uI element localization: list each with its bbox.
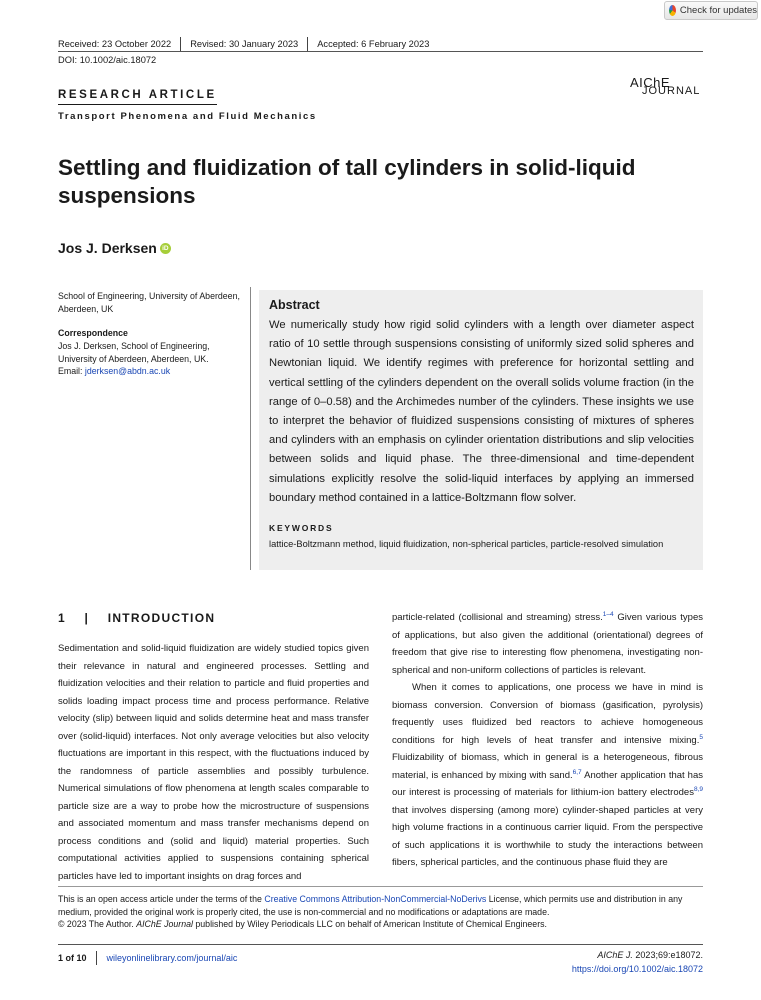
intro-text: particle-related (collisional and streaming) stress. bbox=[392, 612, 603, 623]
correspondence-block bbox=[58, 327, 246, 378]
header-rule bbox=[58, 51, 703, 52]
article-type: RESEARCH ARTICLE bbox=[58, 89, 217, 105]
intro-paragraph-1: Sedimentation and solid-liquid fluidization are widely studied topics given their relevance in natural and engineered processes. Settling and fluidization velocities and their relation to particle and fluid properties and solids loading impact process time and process performance. Relative velocity (slip) between liquid and solids determine heat and mass transfer over (solid-liquid) interfaces. Not only average velocities but also velocity fluctuations are important in this respect, with the fluctuations induced by the randomness of particle assemblies and possibly turbulence. Numerical simulations of flow phenomena at length scales comparable to particle size are a way to probe how the microstructure of suspensions and associated momentum and mass transfer mechanisms depend on process conditions and (solid and liquid) material properties. Such computational activities applied to suspensions containing spherical particles have led to important insights on drag forces and bbox=[58, 643, 369, 882]
received-date: Received: 23 October 2022 bbox=[58, 39, 172, 49]
citation-footer bbox=[572, 949, 703, 976]
keywords-text: lattice-Boltzmann method, liquid fluidization, non-spherical particles, particle-resolved simulation bbox=[269, 539, 664, 549]
intro-text: Another application that has our interest is processing of materials for lithium-ion battery electrodes bbox=[392, 769, 703, 798]
license-pre: This is an open access article under the terms of the bbox=[58, 894, 265, 904]
intro-text: Given various types of applications, but also given the additional (orientational) degrees of freedom that give rise to interesting flow phenomena, investigating non-spherical and non-uniform collections of particles is relevant. bbox=[392, 612, 703, 676]
citation-journal: AIChE J. bbox=[597, 950, 633, 960]
journal-url-link[interactable]: wileyonlinelibrary.com/journal/aic bbox=[106, 953, 238, 963]
license-rule bbox=[58, 886, 703, 887]
correspondence-text: Jos J. Derksen, School of Engineering, University of Aberdeen, Aberdeen, UK. bbox=[58, 340, 210, 364]
section-label: Transport Phenomena and Fluid Mechanics bbox=[58, 111, 317, 122]
copyright-text bbox=[58, 918, 703, 931]
license-text bbox=[58, 893, 703, 918]
keywords-heading: KEYWORDS bbox=[269, 523, 334, 533]
body-column-left bbox=[58, 640, 369, 885]
journal-logo bbox=[630, 75, 701, 97]
intro-text: When it comes to applications, one process we have in mind is biomass conversion. Conversion of biomass (gasification, pyrolysis) frequently uses fluidized bed reactors to achieve homogeneous conditions for high levels of heat transfer and intensive mixing. bbox=[392, 682, 703, 746]
affiliation: School of Engineering, University of Aberdeen, Aberdeen, UK bbox=[58, 291, 240, 314]
accepted-date: Accepted: 6 February 2023 bbox=[307, 37, 438, 51]
intro-text: Fluidizability of biomass, which in general is a heterogeneous, fibrous material, is enhanced by mixing with sand. bbox=[392, 752, 703, 781]
citation-ref[interactable]: 1–4 bbox=[602, 610, 614, 618]
doi-label: DOI: 10.1002/aic.18072 bbox=[58, 55, 157, 65]
doi-link[interactable]: https://doi.org/10.1002/aic.18072 bbox=[571, 963, 703, 974]
email-label: Email: bbox=[58, 366, 85, 377]
abstract-heading: Abstract bbox=[269, 298, 320, 312]
citation-ref[interactable]: 5 bbox=[699, 733, 703, 741]
article-dates bbox=[58, 37, 438, 51]
intro-text: that involves dispersing (among more) cylinder-shaped particles at very high volume fractions in a continuous carrier liquid. From the perspective of such applications it is worthwhile to study the interactions between fibers, spherical particles, and the continuous phase fluid they are bbox=[392, 804, 703, 868]
license-link[interactable]: Creative Commons Attribution-NonCommercial-NoDerivs bbox=[264, 894, 487, 904]
intro-paragraph-1-cont bbox=[392, 609, 703, 679]
article-title: Settling and fluidization of tall cylinders in solid-liquid suspensions bbox=[58, 155, 636, 208]
revised-date: Revised: 30 January 2023 bbox=[180, 37, 307, 51]
citation-ref[interactable]: 6,7 bbox=[572, 768, 582, 776]
correspondence-email-line bbox=[58, 365, 246, 378]
license-post: License, which permits use and distribution in any medium, provided the original work is properly cited, the use is non-commercial and no modifications or adaptations are made. bbox=[58, 894, 683, 917]
email-link[interactable]: jderksen@abdn.ac.uk bbox=[84, 366, 171, 377]
copyright-post: published by Wiley Periodicals LLC on behalf of American Institute of Chemical Engineers. bbox=[192, 919, 547, 930]
body-column-right bbox=[392, 609, 703, 872]
citation-line bbox=[572, 949, 703, 963]
check-for-updates-label: Check for updates bbox=[679, 5, 757, 16]
sidebar-divider bbox=[250, 287, 251, 570]
journal-logo-line2: JOURNAL bbox=[642, 85, 701, 97]
check-for-updates-button[interactable] bbox=[664, 1, 758, 20]
correspondence-heading: Correspondence bbox=[58, 328, 128, 338]
copyright-journal: AIChE Journal bbox=[136, 919, 193, 930]
author-line bbox=[58, 240, 171, 256]
journal-logo-line1: AIChE bbox=[630, 75, 671, 90]
citation-ref[interactable]: 8,9 bbox=[693, 785, 703, 793]
crossmark-icon bbox=[669, 5, 676, 16]
copyright-pre: © 2023 The Author. bbox=[58, 919, 137, 930]
intro-paragraph-2 bbox=[392, 679, 703, 872]
orcid-icon[interactable]: iD bbox=[160, 243, 171, 254]
footer-rule bbox=[58, 944, 703, 945]
license-block bbox=[58, 893, 703, 931]
citation-text: 2023;69:e18072. bbox=[632, 950, 703, 960]
introduction-heading: 1 | INTRODUCTION bbox=[58, 611, 216, 625]
author-name[interactable]: Jos J. Derksen bbox=[58, 240, 157, 256]
abstract-text: We numerically study how rigid solid cylinders with a length over diameter aspect ratio of 10 settle through suspensions consisting of uniformly sized solid spheres and Newtonian liquid. We identify regimes with preference for horizontal settling and vertical settling of the cylinders dependent on the overall solids volume fraction (in the range of 0–0.58) and the Archimedes number of the cylinders. These insights we use to interpret the behavior of fluidized suspensions consisting of mixtures of spheres and cylinders with an emphasis on cylinder orientation distributions and slip velocities between solids and liquid phase. The three-dimensional and time-dependent simulations explicitly resolve the solid-liquid interfaces by applying an immersed boundary method contained in a lattice-Boltzmann flow solver. bbox=[269, 319, 694, 504]
page-number: 1 of 10 bbox=[58, 951, 97, 965]
page-footer bbox=[58, 951, 237, 965]
